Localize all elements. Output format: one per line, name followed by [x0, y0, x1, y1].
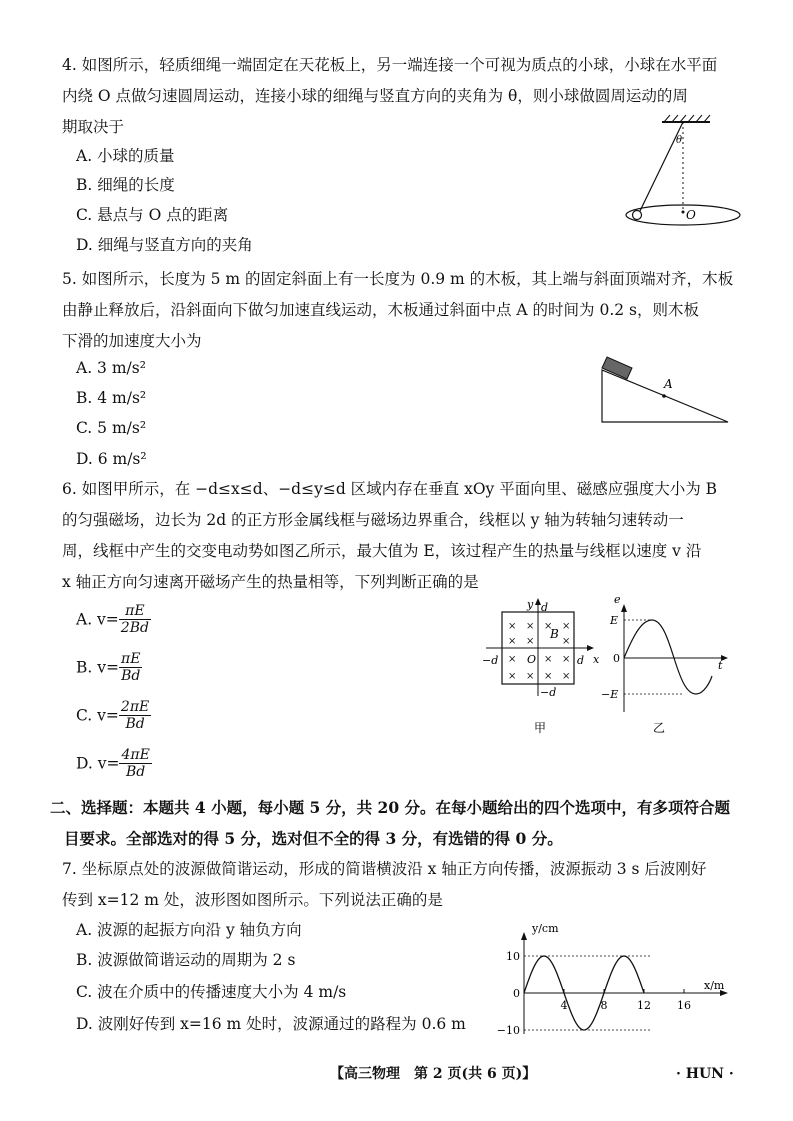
- fraction: [119, 699, 151, 732]
- q5-stem-line: 5. 如图所示，长度为 5 m 的固定斜面上有一长度为 0.9 m 的木板，其上端与斜面顶端对齐，木板: [62, 270, 734, 288]
- section-line: 目要求。全部选对的得 5 分，选对但不全的得 3 分，有选错的得 0 分。: [64, 829, 563, 848]
- neg-d-bottom-label: −d: [540, 686, 557, 699]
- y-axis-label: y/cm: [532, 922, 559, 935]
- q4-stem-line: 期取决于: [62, 118, 125, 136]
- q6-option-a: [76, 603, 151, 636]
- q4-option-b: B. 细绳的长度: [76, 176, 175, 194]
- fraction: [119, 651, 142, 684]
- q6-stem-line: 6. 如图甲所示，在 −d≤x≤d、−d≤y≤d 区域内存在垂直 xOy 平面向里、磁感应强度大小为 B: [62, 480, 718, 498]
- q5-stem-line: 下滑的加速度大小为: [62, 332, 202, 350]
- figure-yi-caption: 乙: [653, 721, 666, 735]
- region-tag: · HUN ·: [676, 1066, 734, 1082]
- option-prefix: A. v=: [76, 610, 119, 629]
- numerator: 2πE: [120, 699, 150, 715]
- q6-option-b: [76, 651, 142, 684]
- fraction: [119, 747, 151, 780]
- svg-text:×: ×: [526, 671, 535, 682]
- t-label: t: [718, 659, 723, 672]
- section-two-heading: [50, 792, 750, 854]
- x-tick-label: 12: [637, 999, 651, 1012]
- d-right-label: d: [577, 654, 585, 667]
- option-prefix: D. v=: [76, 754, 120, 773]
- q5-figure: [596, 350, 736, 426]
- svg-text:×: ×: [508, 621, 517, 632]
- y-axis-arrow: [521, 932, 527, 940]
- emax-label: E: [610, 614, 619, 627]
- svg-text:×: ×: [562, 671, 571, 682]
- a-label: A: [664, 377, 673, 391]
- emf-curve: [624, 620, 712, 694]
- q5-stem-line: 由静止释放后，沿斜面向下做匀加速直线运动，木板通过斜面中点 A 的时间为 0.2 s，则木板: [62, 301, 700, 319]
- denominator: Bd: [121, 668, 141, 684]
- q4-option-d: D. 细绳与竖直方向的夹角: [76, 236, 253, 254]
- q4-figure: [620, 110, 760, 240]
- page-footer: 【高三物理 第 2 页(共 6 页)】: [330, 1066, 537, 1082]
- q7-option-b: B. 波源做简谐运动的周期为 2 s: [76, 951, 296, 969]
- origin-label: O: [527, 653, 537, 666]
- denominator: Bd: [126, 764, 146, 780]
- q6-option-c: [76, 699, 151, 732]
- svg-text:×: ×: [544, 654, 553, 665]
- svg-text:×: ×: [526, 621, 535, 632]
- x-tick-label: 4: [560, 999, 568, 1012]
- q6-stem-line: 的匀强磁场，边长为 2d 的正方形金属线框与磁场边界重合，线框以 y 轴为转轴匀速转动一: [62, 511, 684, 529]
- zero-label: 0: [613, 652, 620, 665]
- e-label: e: [614, 594, 621, 606]
- theta-label: θ: [676, 135, 683, 146]
- option-prefix: C. v=: [76, 706, 119, 725]
- denominator: 2Bd: [120, 620, 149, 636]
- point-a: [662, 394, 666, 398]
- x-axis-label: x/m: [704, 979, 725, 992]
- q6-stem: [62, 474, 742, 598]
- d-top-label: d: [541, 601, 549, 614]
- svg-text:×: ×: [526, 636, 535, 647]
- q7-option-c: C. 波在介质中的传播速度大小为 4 m/s: [76, 983, 347, 1001]
- neg-d-left-label: −d: [482, 654, 499, 667]
- y-label: y: [527, 598, 534, 611]
- y-tick-label: 10: [506, 950, 520, 963]
- figure-jia-caption: 甲: [534, 721, 547, 735]
- numerator: πE: [119, 603, 151, 620]
- center-point: [682, 211, 685, 214]
- q5-stem: [62, 264, 742, 357]
- numerator: πE: [121, 651, 141, 667]
- y-tick-label: −10: [496, 1024, 520, 1037]
- q5-option-a: A. 3 m/s²: [76, 359, 146, 377]
- o-label: O: [686, 208, 696, 222]
- q7-wave-chart: [494, 916, 740, 1038]
- q4-option-a: A. 小球的质量: [76, 147, 175, 165]
- q7-stem: [62, 854, 742, 916]
- q6-option-d: [76, 747, 152, 780]
- ceiling-hatch: [664, 115, 710, 122]
- svg-text:×: ×: [544, 671, 553, 682]
- q4-stem-line: 4. 如图所示，轻质细绳一端固定在天花板上，另一端连接一个可视为质点的小球，小球在水平面: [62, 56, 718, 74]
- denominator: Bd: [125, 716, 145, 732]
- b-label: B: [550, 627, 559, 641]
- e-arrow: [621, 604, 627, 612]
- section-line: 二、选择题：本题共 4 小题，每小题 5 分，共 20 分。在每小题给出的四个选项中，有多项符合题: [50, 798, 731, 817]
- svg-text:×: ×: [544, 621, 553, 632]
- numerator: 4πE: [121, 747, 150, 763]
- svg-text:×: ×: [508, 654, 517, 665]
- svg-text:×: ×: [562, 654, 571, 665]
- q7-option-a: A. 波源的起振方向沿 y 轴负方向: [76, 921, 302, 939]
- fraction: [119, 603, 151, 636]
- svg-text:×: ×: [562, 636, 571, 647]
- q6-stem-line: x 轴正方向匀速离开磁场产生的热量相等，下列判断正确的是: [62, 573, 479, 591]
- svg-text:×: ×: [562, 621, 571, 632]
- svg-text:×: ×: [508, 636, 517, 647]
- q7-option-d: D. 波刚好传到 x=16 m 处时，波源通过的路程为 0.6 m: [76, 1015, 466, 1033]
- ball: [633, 211, 642, 220]
- emin-label: −E: [601, 688, 619, 701]
- x-tick-label: 8: [600, 999, 608, 1012]
- svg-text:×: ×: [508, 671, 517, 682]
- q6-figure-jia: [478, 596, 608, 746]
- x-tick-label: 16: [677, 999, 691, 1012]
- x-arrow: [587, 645, 594, 651]
- q6-figure-yi: [600, 594, 735, 746]
- q4-stem-line: 内绕 O 点做匀速圆周运动，连接小球的细绳与竖直方向的夹角为 θ，则小球做圆周运动的周: [62, 87, 688, 105]
- q5-option-b: B. 4 m/s²: [76, 389, 147, 407]
- q7-stem-line: 传到 x=12 m 处，波形图如图所示。下列说法正确的是: [62, 891, 443, 909]
- q5-option-d: D. 6 m/s²: [76, 450, 147, 468]
- q4-option-c: C. 悬点与 O 点的距离: [76, 206, 229, 224]
- x-label: x: [593, 653, 600, 666]
- chart-axes: [521, 932, 728, 1034]
- field-crosses: [508, 621, 570, 682]
- q6-stem-line: 周，线框中产生的交变电动势如图乙所示，最大值为 E，该过程产生的热量与线框以速度 v 沿: [62, 542, 702, 560]
- q5-option-c: C. 5 m/s²: [76, 419, 147, 437]
- q7-stem-line: 7. 坐标原点处的波源做简谐运动，形成的简谐横波沿 x 轴正方向传播，波源振动 3 s 后波刚好: [62, 860, 707, 878]
- y-tick-label: 0: [513, 987, 520, 1000]
- option-prefix: B. v=: [76, 658, 119, 677]
